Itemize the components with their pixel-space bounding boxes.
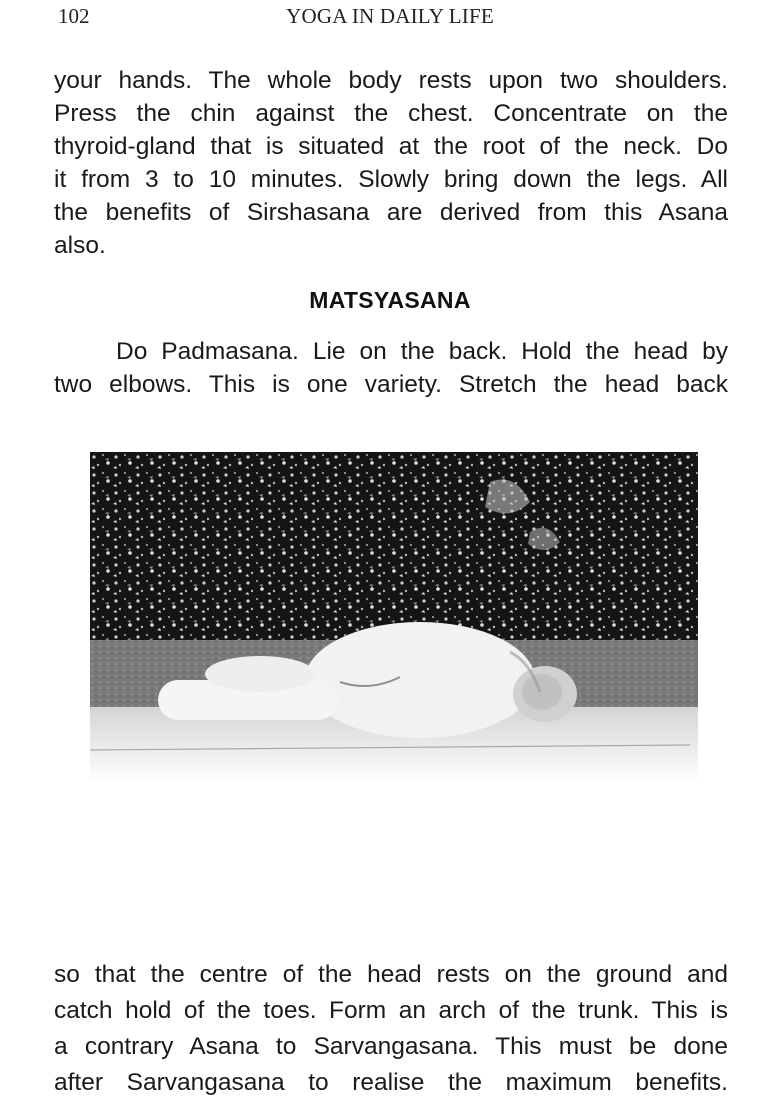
paragraph-matsyasana-intro <box>54 335 728 401</box>
running-title: YOGA IN DAILY LIFE <box>286 4 494 28</box>
paragraph-sarvangasana-end <box>54 64 728 262</box>
page-number: 102 <box>58 4 90 28</box>
text-line: two elbows. This is one variety. Stretch the head back <box>54 371 728 398</box>
text-line: catch hold of the toes. Form an arch of the trunk. This is <box>54 997 728 1024</box>
text-line: a contrary Asana to Sarvangasana. This must be done <box>54 1033 728 1060</box>
paragraph-matsyasana-instructions <box>54 957 728 1101</box>
text-line: Press the chin against the chest. Concentrate on the <box>54 100 728 127</box>
text-line: thyroid-gland that is situated at the root of the neck. Do <box>54 133 728 160</box>
text-line: so that the centre of the head rests on the ground and <box>54 961 728 988</box>
figure-matsyasana-photo <box>90 452 698 782</box>
text-line: it from 3 to 10 minutes. Slowly bring down the legs. All <box>54 166 728 193</box>
text-line: also. <box>54 232 106 259</box>
text-line: the benefits of Sirshasana are derived from this Asana <box>54 199 728 226</box>
section-heading: MATSYASANA <box>309 287 471 313</box>
text-line: after Sarvangasana to realise the maximum benefits. <box>54 1069 728 1096</box>
text-line: your hands. The whole body rests upon two shoulders. <box>54 67 728 94</box>
photo-matsyasana-icon <box>90 452 698 782</box>
text-line: Do Padmasana. Lie on the back. Hold the head by <box>116 338 728 365</box>
